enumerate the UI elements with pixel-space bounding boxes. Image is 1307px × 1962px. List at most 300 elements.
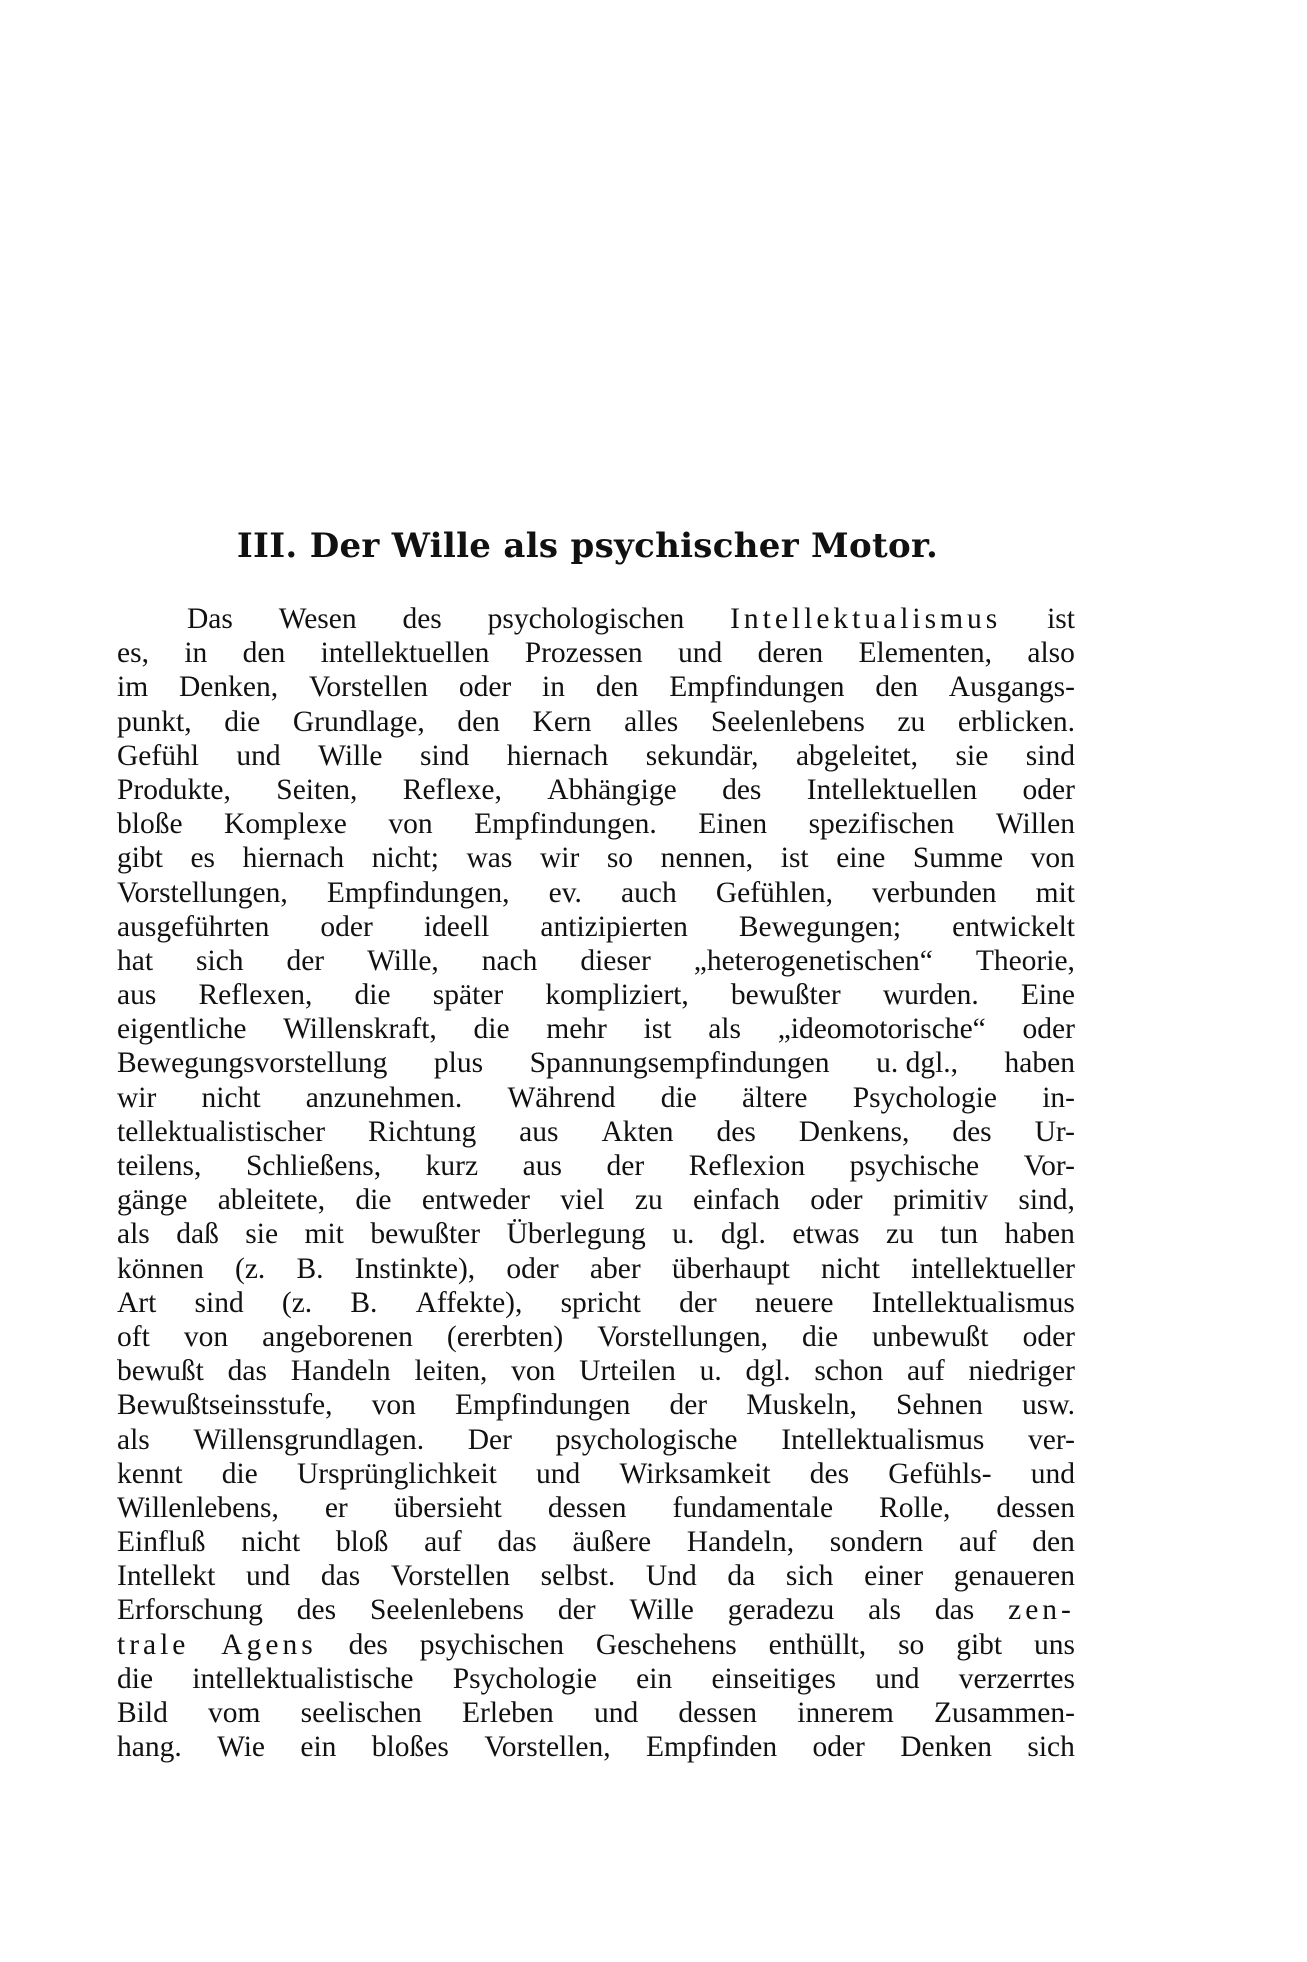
word: die xyxy=(224,705,261,738)
word: oder xyxy=(1022,773,1075,806)
word: den xyxy=(457,705,500,738)
word: Ursprünglichkeit xyxy=(296,1457,497,1490)
word: ältere xyxy=(742,1081,808,1114)
word: gänge xyxy=(117,1184,188,1217)
word: Intellektualismus xyxy=(871,1286,1075,1319)
text-line xyxy=(117,773,1075,807)
word: Intellekt xyxy=(117,1560,216,1593)
text-line xyxy=(117,670,1075,704)
word: Vorstellungen, xyxy=(597,1320,768,1353)
word: die xyxy=(117,1662,154,1695)
word: entwickelt xyxy=(952,910,1075,943)
word: u. xyxy=(699,1355,722,1388)
text-line xyxy=(117,1149,1075,1183)
word: der xyxy=(286,944,325,977)
word: haben xyxy=(1004,1047,1075,1080)
word: der xyxy=(606,1150,645,1182)
word: äußere xyxy=(572,1526,652,1559)
word: intellektueller xyxy=(911,1252,1075,1285)
word: B. xyxy=(296,1252,324,1285)
word: ist xyxy=(1047,603,1075,635)
text-line xyxy=(117,1354,1075,1388)
word: die xyxy=(473,1013,510,1046)
word: ist xyxy=(780,842,809,875)
word: sind, xyxy=(1018,1184,1075,1217)
word: dgl. xyxy=(745,1355,791,1388)
text-line xyxy=(117,636,1075,670)
word: hiernach xyxy=(506,739,609,772)
word: deren xyxy=(757,637,824,670)
text-line xyxy=(117,1628,1075,1662)
word: daß xyxy=(176,1218,219,1251)
word: dessen xyxy=(678,1697,758,1729)
word: und xyxy=(593,1697,639,1729)
word: kurz xyxy=(425,1150,479,1182)
word: Prozessen xyxy=(524,637,643,670)
word: Grundlage, xyxy=(292,705,425,738)
word: und xyxy=(236,739,281,772)
word: des xyxy=(402,603,442,635)
word: dessen xyxy=(996,1491,1075,1524)
word: hiernach xyxy=(242,842,345,875)
word: als xyxy=(868,1594,901,1627)
text-line xyxy=(117,1286,1075,1320)
word: schon xyxy=(814,1355,884,1388)
word: wir xyxy=(539,842,580,875)
word: überhaupt xyxy=(671,1252,790,1285)
word: fundamentale xyxy=(672,1491,834,1524)
word: Psychologie xyxy=(852,1081,997,1114)
word: Summe xyxy=(912,842,1004,875)
word: als xyxy=(117,1218,150,1251)
word: nach xyxy=(481,944,538,977)
word: ein xyxy=(300,1731,337,1764)
word: Vorstellen xyxy=(390,1560,510,1593)
word: einseitiges xyxy=(711,1662,836,1695)
word: Willen xyxy=(995,808,1075,841)
text-line xyxy=(117,944,1075,978)
word: des xyxy=(809,1457,850,1490)
word: Reflexen, xyxy=(198,979,313,1012)
word: es xyxy=(190,842,216,875)
word: Überlegung xyxy=(506,1218,646,1251)
text-line xyxy=(117,1252,1075,1286)
word: Schließens, xyxy=(245,1150,382,1182)
word: sind xyxy=(194,1286,244,1319)
word: Zusammen- xyxy=(934,1697,1075,1729)
word: Seelenlebens xyxy=(710,705,865,738)
text-line xyxy=(117,739,1075,773)
word: mehr xyxy=(546,1013,607,1046)
word: kennt xyxy=(117,1457,183,1490)
word: Seiten, xyxy=(276,773,358,806)
word: Eine xyxy=(1020,979,1075,1012)
word: wurden. xyxy=(882,979,979,1012)
word: verzerrtes xyxy=(958,1662,1075,1695)
word: sind xyxy=(1025,739,1075,772)
word: sich xyxy=(785,1560,834,1593)
word: bloß xyxy=(335,1526,389,1559)
word: sie xyxy=(245,1218,279,1251)
word: Theorie, xyxy=(975,944,1075,977)
word: B. xyxy=(350,1286,378,1319)
word: nicht xyxy=(201,1081,261,1114)
word: Während xyxy=(507,1081,616,1114)
word: Art xyxy=(117,1286,157,1319)
word: Einfluß xyxy=(117,1526,206,1559)
word: Empfindungen. xyxy=(474,808,657,841)
text-line xyxy=(117,1115,1075,1149)
word: oder xyxy=(320,910,373,943)
word: Wille xyxy=(629,1594,694,1627)
word: Handeln xyxy=(290,1355,391,1388)
word: sekundär, xyxy=(645,739,759,772)
word: neuere xyxy=(754,1286,834,1319)
word: punkt, xyxy=(117,705,192,738)
text-line xyxy=(117,1388,1075,1422)
word: intellektualistische xyxy=(192,1662,414,1695)
word: alles xyxy=(624,705,679,738)
word: oder xyxy=(506,1252,559,1285)
word: antizipierten xyxy=(540,910,688,943)
word: oder xyxy=(810,1184,863,1217)
word: zu xyxy=(634,1184,663,1217)
word: Bewußtseinsstufe, xyxy=(117,1389,333,1422)
word: so xyxy=(606,842,634,875)
word: dgl. xyxy=(720,1218,766,1251)
word: den xyxy=(875,671,918,704)
word: des xyxy=(716,1115,756,1148)
word: teilens, xyxy=(117,1150,202,1182)
word: genaueren xyxy=(953,1560,1075,1593)
word: plus xyxy=(433,1047,484,1080)
word: Gefühl xyxy=(117,739,199,772)
word: Denken, xyxy=(178,671,279,704)
word: bewußt xyxy=(117,1355,204,1388)
word: spricht xyxy=(560,1286,641,1319)
text-line xyxy=(117,1696,1075,1730)
word: etwas xyxy=(792,1218,860,1251)
word: mit xyxy=(1035,876,1075,909)
text-line xyxy=(117,841,1075,875)
word: einfach xyxy=(693,1184,780,1217)
word: von xyxy=(1030,842,1075,875)
word: bewußter xyxy=(730,979,841,1012)
word: Willensgrundlagen. xyxy=(193,1423,425,1456)
word: geradezu xyxy=(727,1594,835,1627)
word: oft xyxy=(117,1320,150,1353)
word: können xyxy=(117,1252,204,1285)
chapter-heading: III. Der Wille als psychischer Motor. xyxy=(236,526,939,566)
word: Seelenlebens xyxy=(370,1594,524,1627)
word: so xyxy=(898,1628,925,1661)
word: Wie xyxy=(217,1731,266,1764)
word: die xyxy=(802,1320,839,1353)
word: er xyxy=(324,1491,348,1524)
text-line xyxy=(117,978,1075,1012)
word: als xyxy=(117,1423,150,1456)
text-line xyxy=(117,1525,1075,1559)
word: vom xyxy=(208,1697,261,1729)
word: Gefühls- xyxy=(888,1457,992,1490)
word: da xyxy=(727,1560,756,1593)
word: als xyxy=(708,1013,741,1046)
word: und xyxy=(245,1560,291,1593)
word: den xyxy=(1032,1526,1075,1559)
word: Erforschung xyxy=(117,1594,263,1627)
word: und xyxy=(1030,1457,1075,1490)
word: unbewußt xyxy=(872,1320,989,1353)
word: niedriger xyxy=(968,1355,1075,1388)
text-line xyxy=(117,1491,1075,1525)
word: dieser xyxy=(580,944,651,977)
word: Intellektuellen xyxy=(806,773,978,806)
text-line xyxy=(117,1012,1075,1046)
text-line xyxy=(117,876,1075,910)
word: aus xyxy=(522,1150,562,1182)
word: Produkte, xyxy=(117,773,231,806)
word: die xyxy=(221,1457,258,1490)
word: Intellektualismus xyxy=(730,603,1002,635)
word: Richtung xyxy=(368,1115,477,1148)
word: entweder xyxy=(421,1184,530,1217)
word: Bild xyxy=(117,1697,168,1729)
word: ausgeführten xyxy=(117,910,270,943)
word: eine xyxy=(836,842,886,875)
word: auf xyxy=(958,1526,997,1559)
word: das xyxy=(320,1560,361,1593)
word: Wesen xyxy=(278,603,357,635)
word: das xyxy=(497,1526,537,1559)
word: in- xyxy=(1042,1081,1075,1114)
word: haben xyxy=(1004,1218,1075,1251)
word: anzunehmen. xyxy=(305,1081,463,1114)
text-line xyxy=(117,1217,1075,1251)
word: der xyxy=(669,1389,708,1422)
word: Ausgangs- xyxy=(948,671,1075,704)
word: „heterogenetischen“ xyxy=(693,944,933,977)
word: oder xyxy=(458,671,512,704)
word: auch xyxy=(621,876,677,909)
text-line xyxy=(117,705,1075,739)
word: der xyxy=(679,1286,717,1319)
word: Sehnen xyxy=(896,1389,983,1422)
word: „ideomotorische“ xyxy=(777,1013,986,1046)
word: nicht xyxy=(821,1252,880,1285)
word: in xyxy=(184,637,208,670)
word: tun xyxy=(940,1218,978,1251)
word: u. xyxy=(672,1218,695,1251)
word: sich xyxy=(195,944,244,977)
word: es, xyxy=(117,637,149,670)
word: von xyxy=(183,1320,229,1353)
word: sich xyxy=(1027,1731,1075,1764)
text-line xyxy=(117,1320,1075,1354)
word: trale xyxy=(117,1628,190,1661)
body-paragraph xyxy=(117,602,1075,1764)
word: eigentliche xyxy=(117,1013,247,1046)
word: Akten xyxy=(601,1115,674,1148)
word: die xyxy=(355,1184,392,1217)
word: Willenlebens, xyxy=(117,1491,279,1524)
word: Das xyxy=(187,603,233,635)
word: oder xyxy=(1022,1320,1075,1353)
word: gibt xyxy=(117,842,163,875)
word: Reflexe, xyxy=(402,773,502,806)
word: das xyxy=(934,1594,975,1627)
word: Geschehens xyxy=(595,1628,737,1661)
word: Der xyxy=(467,1423,512,1456)
word: was xyxy=(466,842,513,875)
word: ableitete, xyxy=(217,1184,326,1217)
word: Bewegungen; xyxy=(738,910,902,943)
word: aus xyxy=(117,979,157,1012)
word: des xyxy=(348,1628,388,1661)
word: zu xyxy=(897,705,926,738)
word: Empfinden xyxy=(646,1731,778,1764)
word: wir xyxy=(117,1081,157,1114)
word: Wille, xyxy=(367,944,439,977)
word: Vor- xyxy=(1023,1150,1075,1182)
text-line xyxy=(117,1559,1075,1593)
word: abgeleitet, xyxy=(795,739,919,772)
word: nennen, xyxy=(660,842,754,875)
word: auf xyxy=(424,1526,462,1559)
word: oder xyxy=(812,1731,865,1764)
word: Agens xyxy=(221,1628,317,1661)
word: Empfindungen, xyxy=(326,876,510,909)
text-line xyxy=(117,602,1075,636)
word: Willenskraft, xyxy=(283,1013,437,1046)
word: u. dgl., xyxy=(876,1047,959,1080)
text-line xyxy=(117,1593,1075,1627)
word: erblicken. xyxy=(957,705,1075,738)
word: Vorstellen, xyxy=(484,1731,611,1764)
word: leiten, xyxy=(414,1355,488,1388)
word: Empfindungen xyxy=(669,671,845,704)
word: in xyxy=(542,671,565,704)
word: Bewegungsvorstellung xyxy=(117,1047,388,1080)
word: Denken xyxy=(900,1731,992,1764)
text-line xyxy=(117,1457,1075,1491)
word: Handeln, xyxy=(686,1526,795,1559)
word: aus xyxy=(519,1115,559,1148)
word: hat xyxy=(117,944,154,977)
word: also xyxy=(1027,637,1075,670)
word: (z. xyxy=(235,1252,266,1285)
text-line xyxy=(117,807,1075,841)
word: des xyxy=(296,1594,337,1627)
word: uns xyxy=(1033,1628,1075,1661)
word: Reflexion xyxy=(688,1150,806,1182)
word: und xyxy=(875,1662,920,1695)
word: tellektualistischer xyxy=(117,1115,326,1148)
word: des xyxy=(722,773,762,806)
word: sie xyxy=(955,739,989,772)
word: Komplexe xyxy=(224,808,347,841)
word: hang. xyxy=(117,1731,182,1764)
word: seelischen xyxy=(300,1697,422,1729)
word: Denkens, xyxy=(798,1115,910,1148)
text-line xyxy=(117,1730,1075,1764)
word: Affekte), xyxy=(415,1286,523,1319)
word: das xyxy=(227,1355,267,1388)
word: Ur- xyxy=(1034,1115,1075,1148)
word: den xyxy=(242,637,286,670)
word: von xyxy=(371,1389,416,1422)
word: verbunden xyxy=(872,876,997,909)
word: (z. xyxy=(281,1286,313,1319)
word: (ererbten) xyxy=(446,1320,564,1353)
word: später xyxy=(432,979,504,1012)
word: spezifischen xyxy=(808,808,955,841)
word: viel xyxy=(560,1184,605,1217)
word: und xyxy=(678,637,723,670)
word: Abhängige xyxy=(547,773,677,806)
word: Spannungsempfindungen xyxy=(529,1047,830,1080)
word: angeborenen xyxy=(262,1320,413,1353)
text-line xyxy=(117,1081,1075,1115)
text-line xyxy=(117,1423,1075,1457)
word: bewußter xyxy=(370,1218,481,1251)
word: bloße xyxy=(117,808,183,841)
word: gibt xyxy=(956,1628,1003,1661)
word: ver- xyxy=(1028,1423,1075,1456)
word: ist xyxy=(643,1013,672,1046)
word: sind xyxy=(420,739,470,772)
word: nicht xyxy=(241,1526,301,1559)
word: selbst. xyxy=(540,1560,616,1593)
word: Psychologie xyxy=(452,1662,597,1695)
word: Elementen, xyxy=(858,637,993,670)
word: einer xyxy=(864,1560,924,1593)
word: psychologischen xyxy=(487,603,685,635)
word: enthüllt, xyxy=(768,1628,867,1661)
word: die xyxy=(660,1081,697,1114)
word: von xyxy=(511,1355,556,1388)
word: ev. xyxy=(548,876,582,909)
word: und xyxy=(536,1457,581,1490)
word: Vorstellen xyxy=(308,671,428,704)
text-line xyxy=(117,1662,1075,1696)
word: Wirksamkeit xyxy=(619,1457,771,1490)
word: Erleben xyxy=(462,1697,554,1729)
word: usw. xyxy=(1021,1389,1075,1422)
word: Rolle, xyxy=(879,1491,951,1524)
word: ideell xyxy=(423,910,490,943)
word: mit xyxy=(304,1218,344,1251)
word: Empfindungen xyxy=(455,1389,631,1422)
word: Wille xyxy=(318,739,383,772)
word: die xyxy=(354,979,391,1012)
word: dessen xyxy=(547,1491,627,1524)
word: aber xyxy=(589,1252,641,1285)
word: Gefühlen, xyxy=(715,876,833,909)
word: psychische xyxy=(849,1150,980,1182)
word: von xyxy=(388,808,433,841)
text-line xyxy=(117,1183,1075,1217)
word: Intellektualismus xyxy=(781,1423,985,1456)
word: innerem xyxy=(797,1697,894,1729)
word: Instinkte), xyxy=(354,1252,476,1285)
word: Vorstellungen, xyxy=(117,876,288,909)
word: bloßes xyxy=(371,1731,449,1764)
word: primitiv xyxy=(892,1184,989,1217)
word: im xyxy=(117,671,149,704)
word: Muskeln, xyxy=(746,1389,857,1422)
word: Und xyxy=(645,1560,697,1593)
text-line xyxy=(117,1046,1075,1080)
